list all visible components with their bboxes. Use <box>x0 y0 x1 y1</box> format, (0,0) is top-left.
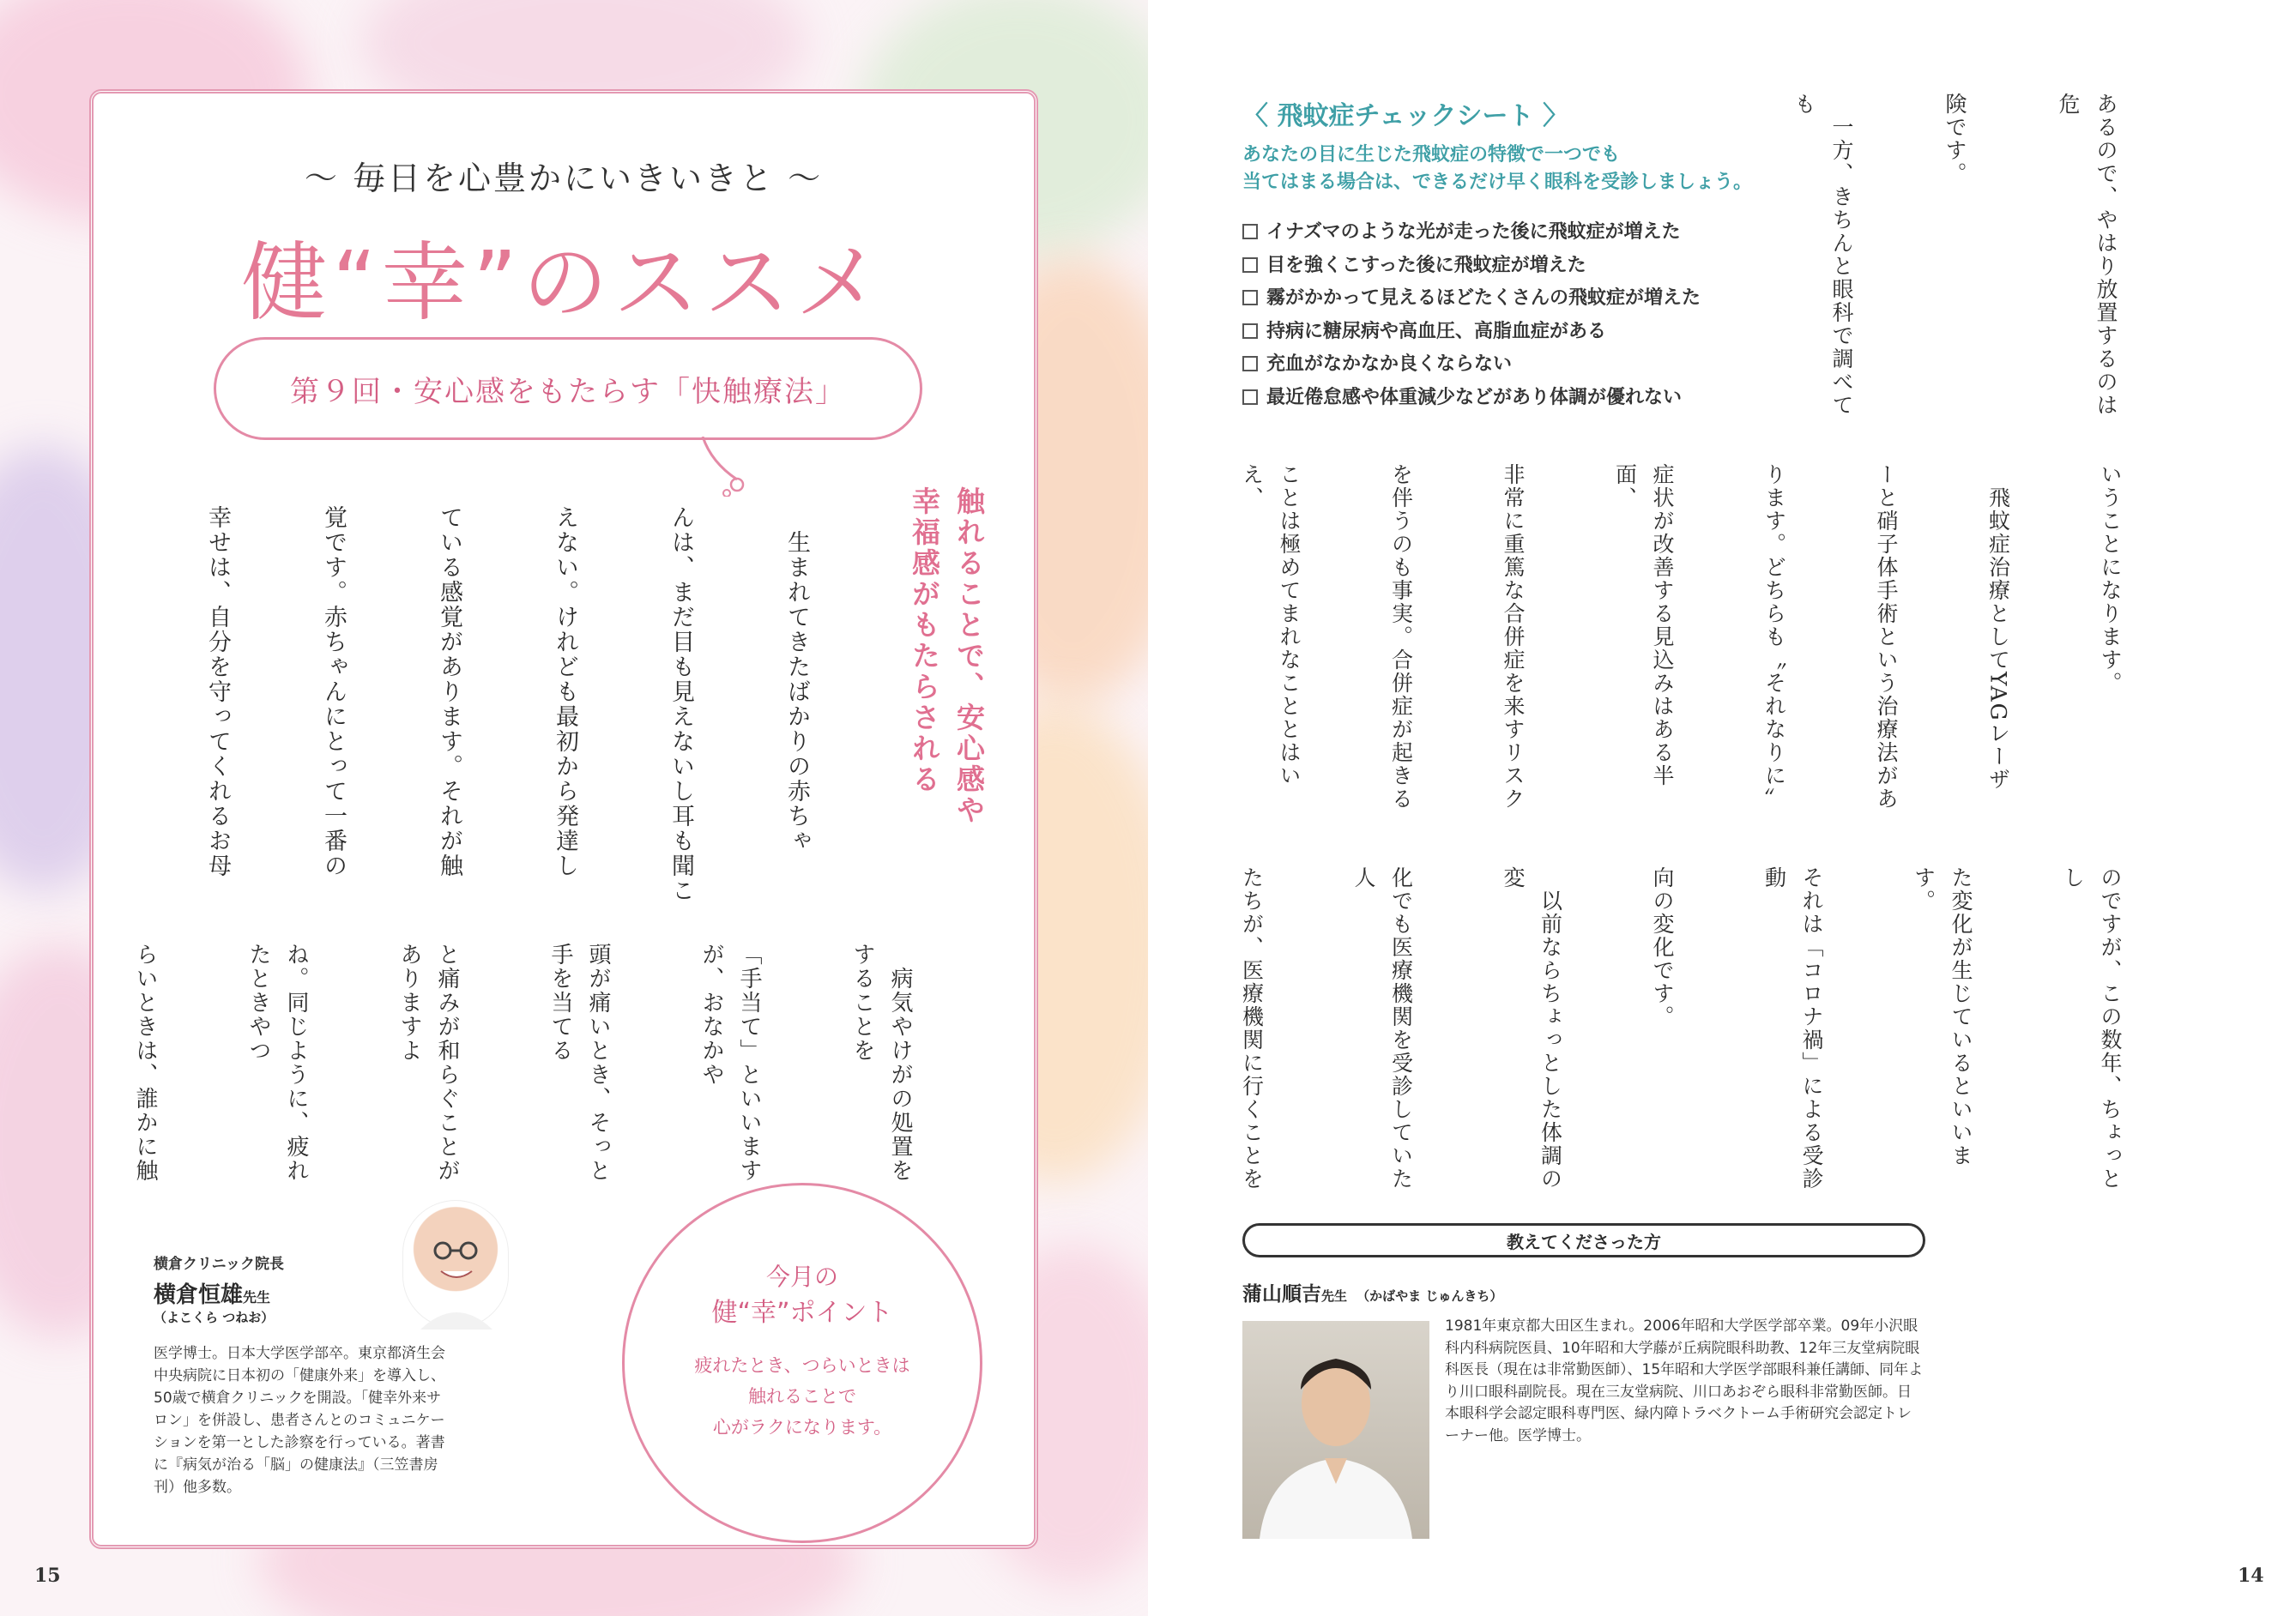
teacher-name: 蒲山順吉 <box>1242 1283 1321 1305</box>
point-title <box>625 1259 980 1331</box>
article-lead: 触れることで、安心感や 幸福感がもたらされる <box>908 486 986 826</box>
body-col: んは、まだ目も見えないし耳も聞こ <box>668 505 694 903</box>
body-col: ります。どちらも〝それなりに〟 <box>1761 463 1787 811</box>
body-col: ている感覚があります。それが触 <box>436 505 462 878</box>
checkbox-icon[interactable] <box>1242 257 1258 273</box>
body-col: 向の変化です。 <box>1650 866 1675 1028</box>
checksheet-item[interactable] <box>1242 282 1701 316</box>
checksheet-item[interactable] <box>1242 316 1701 349</box>
body-col: 幸せは、自分を守ってくれるお母 <box>204 505 231 878</box>
teacher-bio: 1981年東京都大田区生まれ。2006年昭和大学医学部卒業。09年小沢眼科内科病院医員、10年昭和大学藤が丘病院眼科助教、12年三友堂病院眼科医長（現在は非常勤医師）、15年昭和大学医学部眼科兼任講師、同年より川口眼科副院長。現在三友堂病院、川口あおぞら眼科非常勤医師。日本眼科学会認定眼科専門医、緑内障トラベクトーム手術研究会認定トレーナー他。医学博士。 <box>1445 1318 1924 1444</box>
checksheet-item-label: 充血がなかなか良くならない <box>1266 353 1513 375</box>
body-text-bottom-right <box>1234 866 2203 1201</box>
page-number-left: 15 <box>34 1565 61 1587</box>
author-photo <box>402 1200 509 1329</box>
right-page <box>1148 0 2296 1616</box>
body-col: 病気やけがの処置をすることを <box>849 943 913 1183</box>
body-col: 化でも医療機関を受診していた人 <box>1351 866 1414 1191</box>
teacher-reading: （かばやま じゅんきち） <box>1356 1288 1503 1304</box>
checksheet-item-label: 霧がかかって見えるほどたくさんの飛蚊症が増えた <box>1266 287 1701 309</box>
body-text-top-right <box>1771 93 2200 419</box>
checksheet-item[interactable] <box>1242 250 1701 283</box>
checksheet-lead-line: あなたの目に生じた飛蚊症の特徴で一つでも <box>1242 144 1621 166</box>
author-affiliation: 横倉クリニック院長 <box>154 1256 284 1273</box>
body-col: 険です。 <box>1943 93 1967 185</box>
body-col: 頭が痛いとき、そっと手を当てる <box>547 943 611 1183</box>
body-col: 非常に重篤な合併症を来すリスク <box>1501 463 1526 811</box>
teacher-portrait-icon <box>1242 1321 1429 1539</box>
checksheet-item-label: 目を強くこすった後に飛蚊症が増えた <box>1266 254 1586 276</box>
checksheet-item[interactable] <box>1242 216 1701 250</box>
body-col: た変化が生じているといいます。 <box>1911 866 1973 1167</box>
body-col: えない。けれども最初から発達し <box>552 505 578 878</box>
checkbox-icon[interactable] <box>1242 323 1258 339</box>
article-frame <box>89 89 1038 1549</box>
checkbox-icon[interactable] <box>1242 356 1258 371</box>
body-col: 覚です。赤ちゃんにとって一番の <box>320 505 347 878</box>
series-title: 健“幸”のススメ <box>241 232 886 333</box>
point-text-line: 疲れたとき、つらいときは <box>694 1355 910 1376</box>
author-bio: 医学博士。日本大学医学部卒。東京都済生会中央病院に日本初の「健康外来」を導入し、50歳で横倉クリニックを開設。「健幸外来サロン」を併設し、患者さんとのコミュニケーションを第一とした診察を行っている。著書に『病気が治る「脳」の健康法』（三笠書房 刊）他多数。 <box>154 1345 445 1496</box>
teacher-name-line <box>1242 1278 1502 1306</box>
teacher-label <box>1242 1223 1925 1257</box>
body-col: 飛蚊症治療としてYAGレーザ <box>1985 463 2011 792</box>
body-col: 以前ならちょっとした体調の変 <box>1501 866 1563 1191</box>
episode-title: 第９回・安心感をもたらす「快触療法」 <box>290 374 846 409</box>
author-name: 横倉恒雄 <box>154 1282 244 1308</box>
body-col: らいときは、誰かに触 <box>132 943 158 1183</box>
body-col: を伴うのも事実。合併症が起きる <box>1388 463 1414 811</box>
body-col: いうことになります。 <box>2098 463 2123 695</box>
point-text-line: 触れることで <box>748 1386 856 1407</box>
teacher-photo <box>1242 1321 1429 1539</box>
checkbox-icon[interactable] <box>1242 224 1258 239</box>
monthly-point <box>622 1183 982 1543</box>
body-col: たちが、医療機関に行くことを <box>1239 866 1265 1191</box>
series-subtitle: 〜 毎日を心豊かにいきいきと 〜 <box>304 160 824 197</box>
body-text-continued <box>128 943 994 1191</box>
body-text-middle-right <box>1234 463 2203 823</box>
bubble-tail-icon <box>694 437 746 497</box>
body-col: と痛みが和らぐことがありますよ <box>396 943 460 1183</box>
body-col: あるので、やはり放置するのは危 <box>2056 93 2118 417</box>
checksheet-item-label: 持病に糖尿病や高血圧、高脂血症がある <box>1266 320 1607 342</box>
body-col: ことは極めてまれなこととはいえ、 <box>1239 463 1302 787</box>
body-col: 一方、きちんと眼科で調べても <box>1791 93 1854 417</box>
checksheet-title: 〈 飛蚊症チェックシート 〉 <box>1242 101 1568 131</box>
point-title-line: 今月の <box>765 1263 838 1291</box>
author-reading: （よこくら つねお） <box>154 1310 275 1325</box>
author-honorific: 先生 <box>243 1289 271 1305</box>
body-col: のですが、この数年、ちょっとし <box>2060 866 2123 1191</box>
episode-bubble <box>214 337 922 440</box>
checkbox-icon[interactable] <box>1242 290 1258 305</box>
page-number-right: 14 <box>2238 1565 2264 1587</box>
body-col: ね。同じように、疲れたときやつ <box>245 943 309 1183</box>
author-face-icon <box>403 1201 510 1330</box>
teacher-label-text: 教えてくださった方 <box>1507 1231 1661 1252</box>
body-col: 生まれてきたばかりの赤ちゃ <box>783 505 810 853</box>
point-text <box>625 1350 980 1443</box>
checksheet-item-label: イナズマのような光が走った後に飛蚊症が増えた <box>1266 221 1681 243</box>
body-col: 症状が改善する見込みはある半面、 <box>1612 463 1675 787</box>
checksheet-item[interactable] <box>1242 348 1701 382</box>
checkbox-icon[interactable] <box>1242 389 1258 405</box>
point-title-line: 健“幸”ポイント <box>711 1298 893 1328</box>
teacher-honorific: 先生 <box>1321 1288 1348 1304</box>
author-name-line <box>154 1277 270 1309</box>
body-col: 「手当て」といいますが、おなかや <box>698 943 762 1183</box>
checksheet-lead <box>1242 142 1752 196</box>
checksheet-item[interactable] <box>1242 382 1701 415</box>
checksheet-item-label: 最近倦怠感や体重減少などがあり体調が優れない <box>1266 386 1683 408</box>
point-text-line: 心がラクになります。 <box>712 1417 892 1438</box>
checksheet-list <box>1242 216 1701 414</box>
checksheet-lead-line: 当てはまる場合は、できるだけ早く眼科を受診しましょう。 <box>1242 172 1753 193</box>
body-col: ーと硝子体手術という治療法があ <box>1874 463 1899 811</box>
body-col: それは「コロナ禍」による受診動 <box>1761 866 1824 1191</box>
